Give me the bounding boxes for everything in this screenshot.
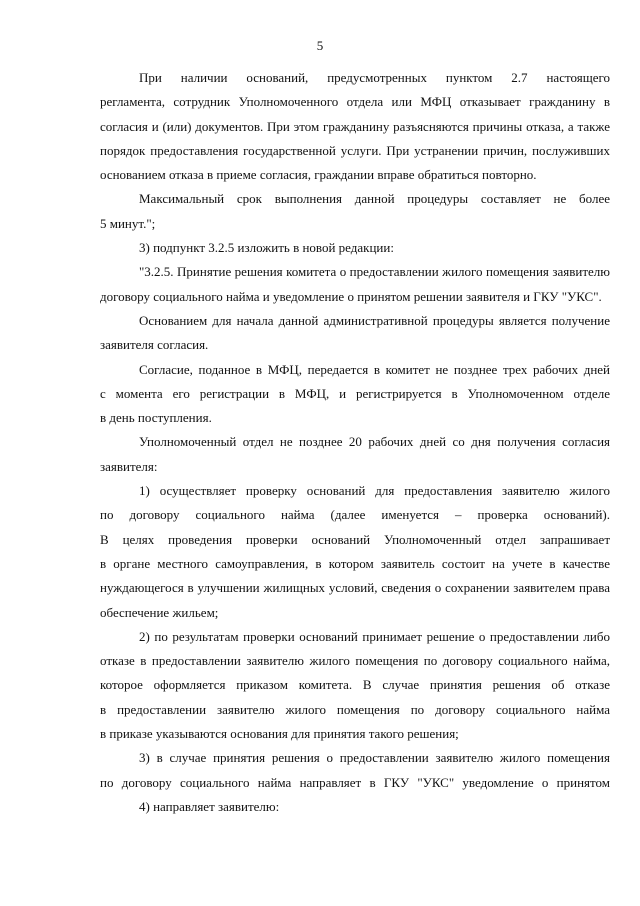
paragraph-refusal-grounds [61, 66, 610, 187]
paragraph-subitem-3 [61, 236, 610, 260]
text-line: В целях проведения проверки оснований Уполномоченный отдел запрашивает [100, 531, 610, 547]
paragraph-item-4 [61, 795, 610, 819]
paragraph-item-2 [61, 625, 610, 746]
document-body [61, 66, 610, 819]
page-number: 5 [316, 38, 324, 53]
paragraph-department-deadline [61, 430, 610, 479]
text-line: в приказе указываются основания для принятия такого решения; [100, 726, 459, 742]
text-line: заявителя согласия. [100, 337, 209, 353]
text-line: отказе в предоставлении заявителю жилого помещения по договору социального найма, [100, 653, 610, 669]
text-line: в день поступления. [100, 410, 212, 426]
paragraph-3-2-5-heading [61, 260, 610, 309]
text-line: порядок предоставления государственной услуги. При устранении причин, послуживших [100, 142, 610, 158]
text-line: по договору социального найма (далее именуется – проверка оснований). [100, 507, 610, 523]
text-line: Уполномоченный отдел не позднее 20 рабочих дней со дня получения согласия [139, 434, 610, 450]
text-line: 3) в случае принятия решения о предоставлении заявителю жилого помещения [139, 750, 610, 766]
text-line: обеспечение жильем; [100, 604, 219, 620]
text-line: Согласие, поданное в МФЦ, передается в комитет не позднее трех рабочих дней [139, 361, 610, 377]
text-line: 1) осуществляет проверку оснований для предоставления заявителю жилого [139, 483, 610, 499]
paragraph-consent-transfer [61, 358, 610, 431]
text-line: которое оформляется приказом комитета. В случае принятия решения об отказе [100, 677, 610, 693]
text-line: 3) подпункт 3.2.5 изложить в новой редакции: [139, 240, 394, 256]
text-line: регламента, сотрудник Уполномоченного отдела или МФЦ отказывает гражданину в [100, 94, 610, 110]
text-line: в предоставлении заявителю жилого помещения по договору социального найма [100, 701, 610, 717]
text-line: 4) направляет заявителю: [139, 798, 280, 814]
text-line: Максимальный срок выполнения данной процедуры составляет не более [139, 191, 610, 207]
paragraph-item-1 [61, 479, 610, 625]
paragraph-max-time [61, 187, 610, 236]
text-line: заявителя: [100, 458, 158, 474]
text-line: 5 минут."; [100, 215, 156, 231]
text-line: 2) по результатам проверки оснований принимает решение о предоставлении либо [139, 628, 610, 644]
text-line: договору социального найма и уведомление о принятом решении заявителя и ГКУ "УКС". [100, 288, 602, 304]
text-line: нуждающегося в улучшении жилищных условий, сведения о сохранении заявителем права [100, 580, 610, 596]
text-line: с момента его регистрации в МФЦ, и регистрируется в Уполномоченном отделе [100, 385, 610, 401]
text-line: Основанием для начала данной административной процедуры является получение [139, 312, 610, 328]
text-line: "3.2.5. Принятие решения комитета о предоставлении жилого помещения заявителю [139, 264, 610, 280]
text-line: согласия и (или) документов. При этом гражданину разъясняются причины отказа, а также [100, 118, 610, 134]
text-line: в органе местного самоуправления, в котором заявитель состоит на учете в качестве [100, 555, 610, 571]
text-line: При наличии оснований, предусмотренных пунктом 2.7 настоящего [139, 70, 610, 85]
paragraph-procedure-basis [61, 309, 610, 358]
paragraph-item-3 [61, 746, 610, 795]
text-line: по договору социального найма направляет в ГКУ "УКС" уведомление о принятом [100, 774, 610, 790]
text-line: основанием отказа в приеме согласия, граждании вправе обратиться повторно. [100, 167, 537, 183]
